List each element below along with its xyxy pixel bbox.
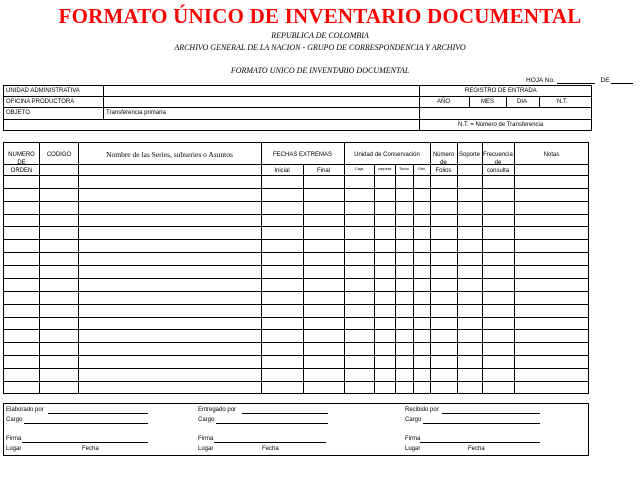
- table-row[interactable]: [3, 265, 589, 266]
- carpeta-header: carpeta: [377, 166, 392, 171]
- cargo-field[interactable]: [423, 423, 540, 424]
- table-row[interactable]: [3, 175, 589, 176]
- table-row[interactable]: [3, 304, 589, 305]
- firma-label: Firma: [6, 436, 22, 442]
- cargo-field[interactable]: [24, 423, 148, 424]
- dia-label: DIA: [517, 99, 528, 105]
- numero-de-header: DE: [17, 160, 26, 166]
- objeto-value: Transferencia primaria: [106, 110, 166, 116]
- mes-label: MES: [481, 99, 495, 105]
- info-rule: [3, 107, 592, 108]
- registro-entrada-label: REGISTRO DE ENTRADA: [465, 88, 537, 94]
- subcolumn-divider: [413, 164, 414, 394]
- info-divider: [103, 85, 104, 119]
- column-divider: [39, 142, 40, 394]
- column-divider: [430, 142, 431, 394]
- table-row[interactable]: [3, 252, 589, 253]
- folios-header: Folios: [435, 168, 452, 174]
- unidad-administrativa-label: UNIDAD ADMINISTRATIVA: [6, 88, 80, 94]
- form-title: FORMATO UNICO DE INVENTARIO DOCUMENTAL: [230, 66, 410, 75]
- fecha-label: Fecha: [468, 446, 485, 452]
- unidad-conservacion-header: Unidad de Conservación: [354, 152, 420, 158]
- de-label: DE: [600, 77, 610, 84]
- entregado-por-label: Entregado por: [198, 407, 237, 413]
- table-row[interactable]: [3, 239, 589, 240]
- firma-field[interactable]: [22, 442, 148, 443]
- numero-header: NUMERO: [8, 152, 35, 158]
- otro-header: Otro: [417, 166, 426, 171]
- table-row[interactable]: [3, 188, 589, 189]
- final-header: Final: [316, 168, 330, 174]
- cargo-label: Cargo: [6, 417, 23, 423]
- table-row[interactable]: [3, 226, 589, 227]
- firma-field[interactable]: [420, 442, 540, 443]
- column-divider: [78, 142, 79, 394]
- anio-label: AÑO: [437, 99, 451, 105]
- table-row[interactable]: [3, 355, 589, 356]
- header-subrule: [344, 164, 430, 165]
- cargo-field[interactable]: [216, 423, 328, 424]
- folios-de-header: de: [440, 160, 447, 166]
- table-row[interactable]: [3, 278, 589, 279]
- table-row[interactable]: [3, 201, 589, 202]
- column-divider: [457, 142, 458, 394]
- notas-header: Notas: [543, 152, 560, 158]
- country-name: REPUBLICA DE COLOMBIA: [271, 31, 369, 40]
- caja-header: Caja: [354, 166, 364, 171]
- firma-field[interactable]: [214, 442, 326, 443]
- subcolumn-divider: [395, 164, 396, 394]
- info-rule: [3, 119, 592, 120]
- hoja-label: HOJA No.: [526, 77, 555, 84]
- cargo-label: Cargo: [198, 417, 215, 423]
- objeto-label: OBJETO: [6, 110, 30, 116]
- series-header: Nombre de las Series, subseries o Asuntos: [106, 150, 233, 159]
- column-divider: [514, 142, 515, 394]
- table-row[interactable]: [3, 214, 589, 215]
- cargo-label: Cargo: [405, 417, 422, 423]
- info-rule: [3, 96, 592, 97]
- table-row[interactable]: [3, 329, 589, 330]
- table-row[interactable]: [3, 317, 589, 318]
- fechas-extremas-header: FECHAS EXTREMAS: [272, 152, 332, 158]
- sheet-number: [526, 76, 633, 84]
- table-frame: [3, 142, 589, 394]
- elaborado-por-label: Elaborado por: [6, 407, 44, 413]
- institution-name: ARCHIVO GENERAL DE LA NACION - GRUPO DE CORRESPONDENCIA Y ARCHIVO: [174, 43, 466, 52]
- page-title: FORMATO ÚNICO DE INVENTARIO DOCUMENTAL: [58, 4, 582, 28]
- soporte-header: Soporte: [458, 152, 480, 158]
- elaborado-por-field[interactable]: [48, 413, 148, 414]
- tomo-header: Tomo: [399, 166, 409, 171]
- firma-label: Firma: [198, 436, 214, 442]
- subcolumn-divider: [374, 164, 375, 394]
- info-divider: [469, 96, 470, 107]
- recibido-por-label: Recibido por: [405, 407, 439, 413]
- table-row[interactable]: [3, 381, 589, 382]
- lugar-label: Lugar: [6, 446, 22, 452]
- orden-header: ORDEN: [10, 168, 33, 174]
- fecha-label: Fecha: [262, 446, 279, 452]
- nt-label: N.T.: [557, 99, 568, 105]
- table-row[interactable]: [3, 368, 589, 369]
- info-divider: [539, 96, 540, 107]
- entregado-por-field[interactable]: [242, 413, 328, 414]
- column-divider: [344, 142, 345, 394]
- lugar-label: Lugar: [198, 446, 214, 452]
- column-divider: [261, 142, 262, 394]
- table-row[interactable]: [3, 291, 589, 292]
- de-field[interactable]: [611, 76, 633, 84]
- table-row[interactable]: [3, 342, 589, 343]
- column-divider: [482, 142, 483, 394]
- oficina-productora-label: OFICINA PRODUCTORA: [6, 99, 75, 105]
- folios-numero-header: Número: [432, 152, 455, 158]
- info-divider: [419, 85, 420, 131]
- firma-label: Firma: [405, 436, 421, 442]
- consulta-header: consulta: [486, 168, 510, 174]
- hoja-field[interactable]: [557, 76, 595, 84]
- info-divider: [506, 96, 507, 107]
- inicial-header: Inicial: [274, 168, 290, 174]
- fecha-label: Fecha: [82, 446, 99, 452]
- lugar-label: Lugar: [405, 446, 421, 452]
- codigo-header: CODIGO: [46, 152, 72, 158]
- frecuencia-de-header: de: [494, 160, 502, 166]
- recibido-por-field[interactable]: [442, 413, 540, 414]
- subcolumn-divider: [303, 164, 304, 394]
- frecuencia-header: Frecuencia: [483, 152, 513, 158]
- nt-note: N.T. = Número de Transferencia: [458, 122, 544, 128]
